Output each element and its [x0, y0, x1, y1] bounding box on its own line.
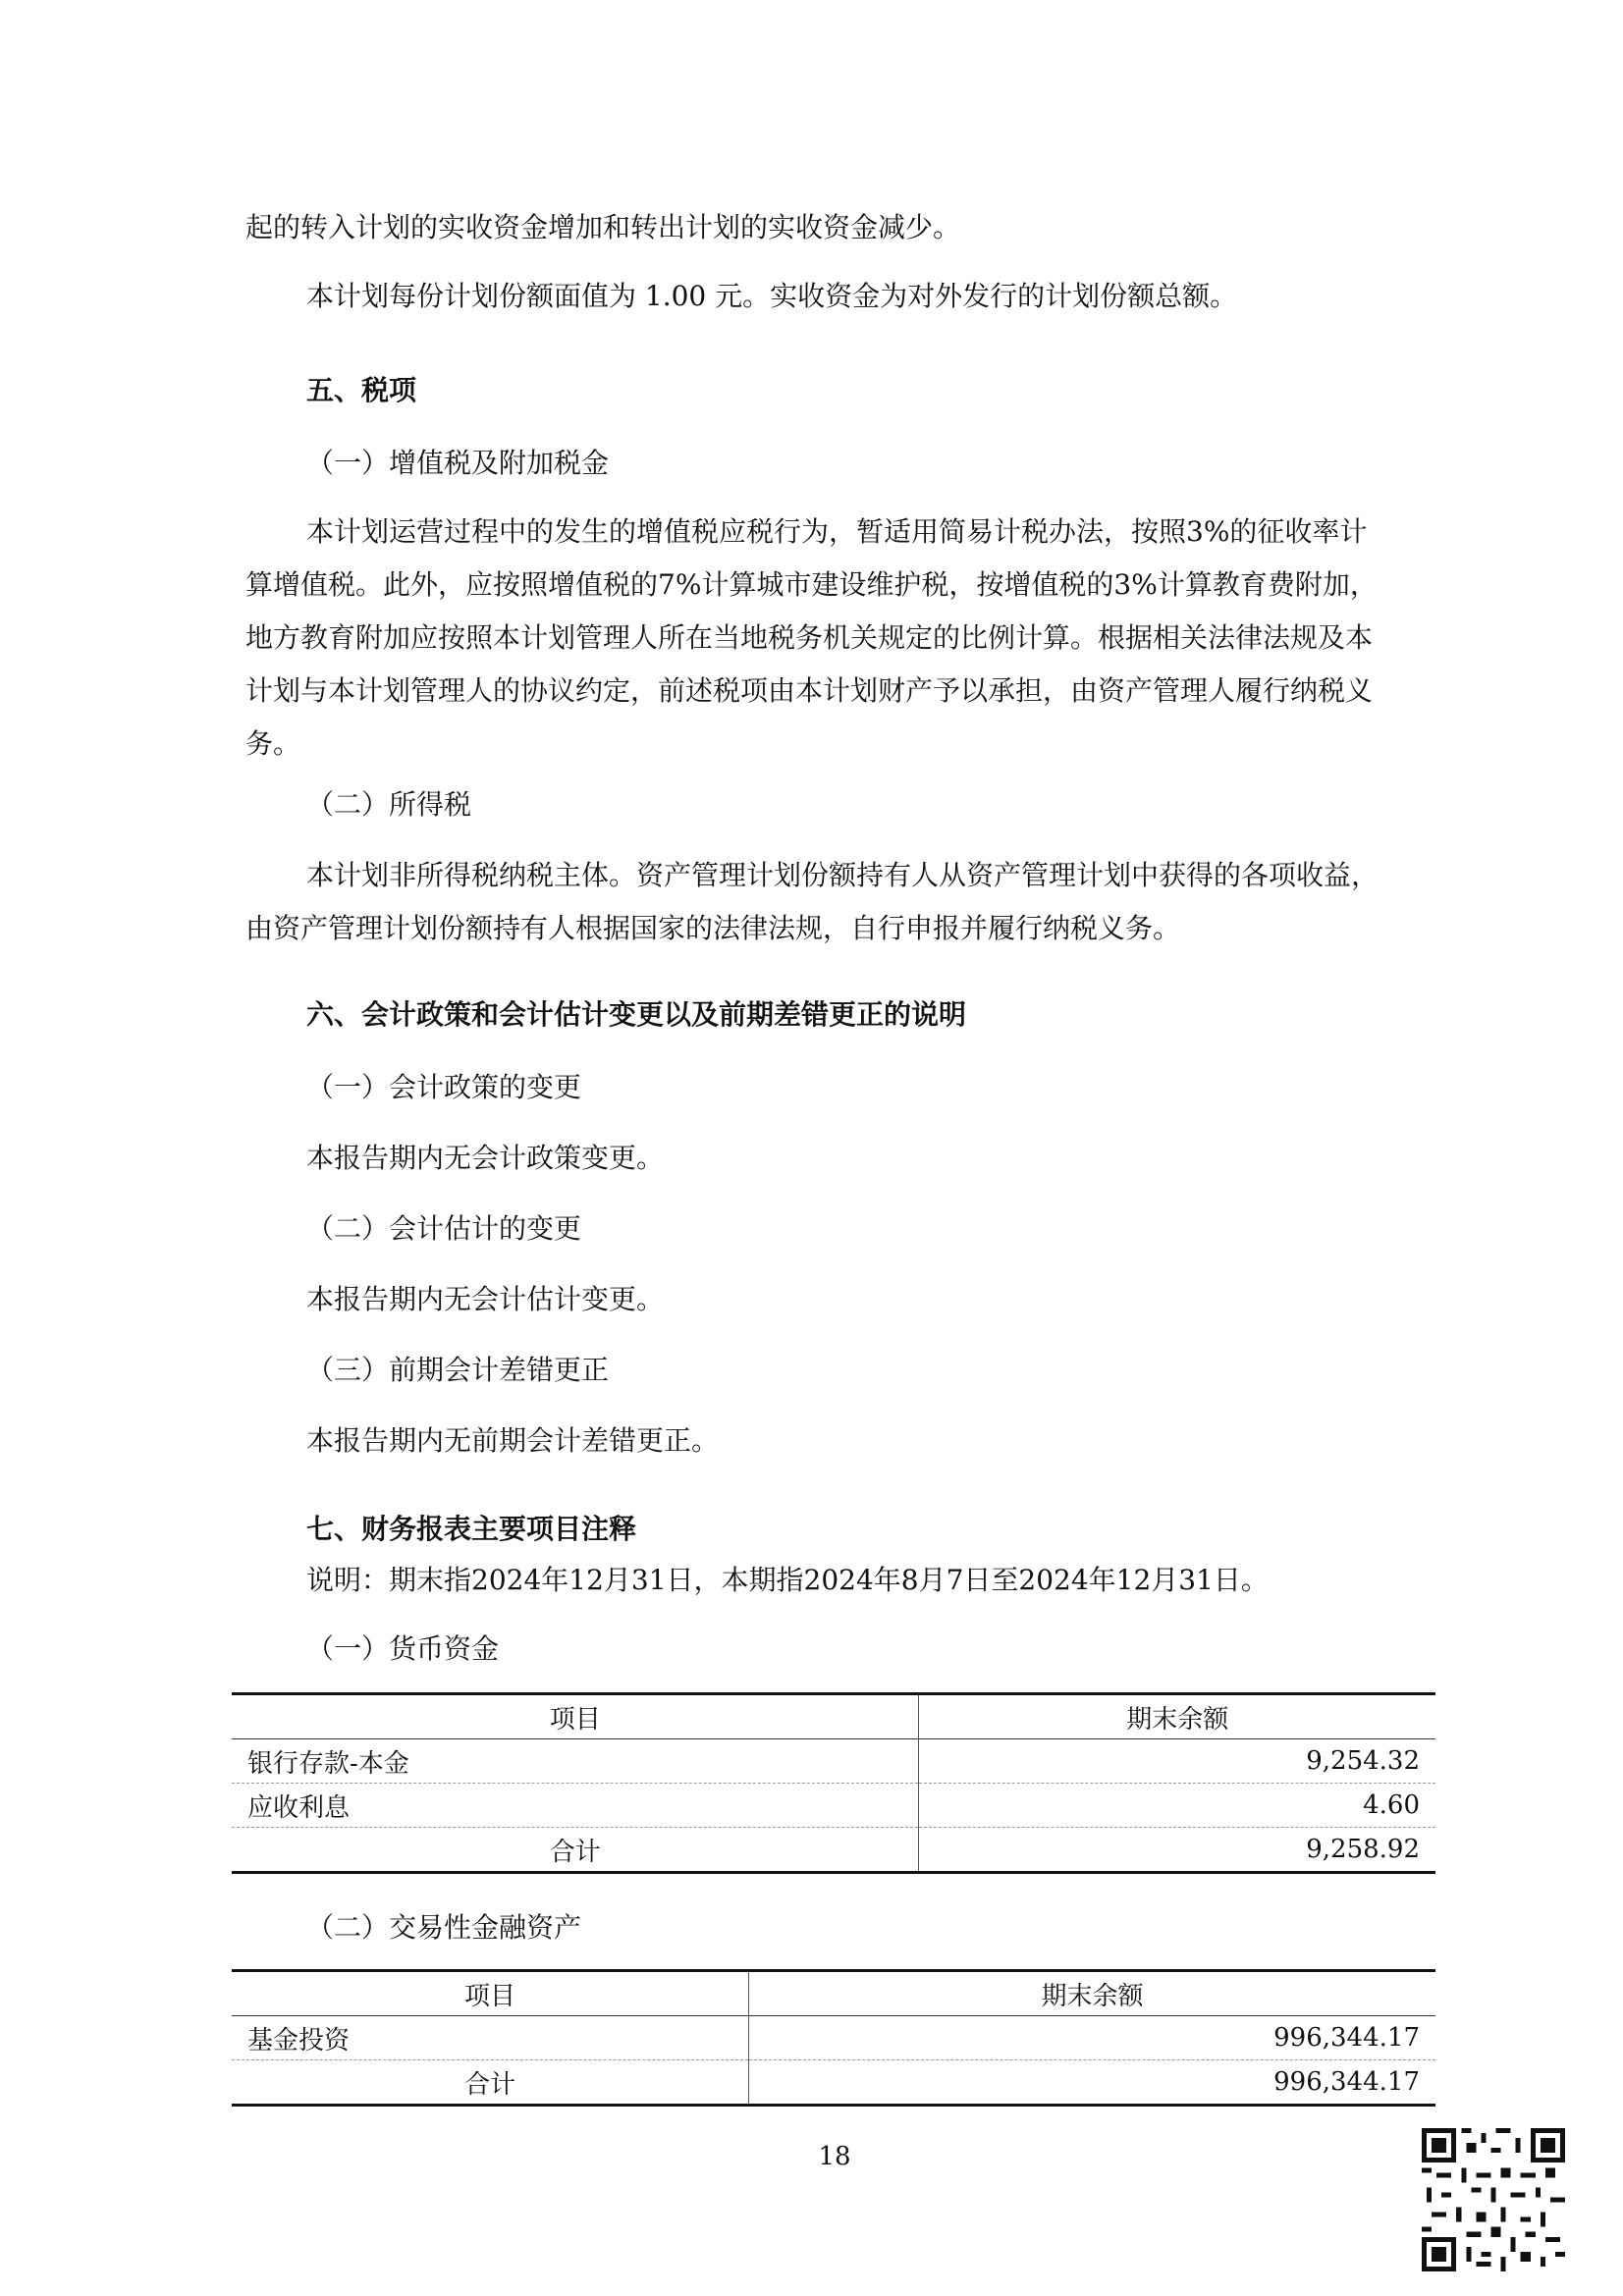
paragraph-text: 本计划每份计划份额面值为 1.00 元。实收资金为对外发行的计划份额总额。 — [306, 280, 1238, 312]
subsection-heading: （二）所得税 — [306, 788, 472, 821]
table-header-row — [232, 1694, 1435, 1739]
subsection-heading: （一）增值税及附加税金 — [306, 447, 610, 479]
total-label: 合计 — [549, 1837, 601, 1867]
table-total-row — [232, 2060, 1435, 2106]
row-item: 银行存款-本金 — [232, 1739, 919, 1784]
row-item: 应收利息 — [232, 1784, 919, 1828]
total-label: 合计 — [463, 2069, 515, 2100]
subsection-heading: （一）货币资金 — [306, 1632, 500, 1665]
table-total-row — [232, 1828, 1435, 1873]
column-header-item: 项目 — [232, 1694, 919, 1739]
paragraph-text: 由资产管理计划份额持有人根据国家的法律法规，自行申报并履行纳税义务。 — [245, 912, 1181, 944]
paragraph-text: 计划与本计划管理人的协议约定，前述税项由本计划财产予以承担，由资产管理人履行纳税义 — [245, 674, 1374, 707]
column-header-item: 项目 — [232, 1971, 748, 2016]
paragraph-text: 本报告期内无会计政策变更。 — [306, 1142, 665, 1174]
qr-code-icon — [1422, 2128, 1565, 2271]
section-heading: 六、会计政策和会计估计变更以及前期差错更正的说明 — [306, 998, 967, 1031]
column-header-amount: 期末余额 — [748, 1971, 1435, 2016]
row-amount: 996,344.17 — [748, 2016, 1435, 2060]
subsection-heading: （二）会计估计的变更 — [306, 1212, 582, 1245]
total-amount: 9,258.92 — [919, 1828, 1435, 1873]
subsection-heading: （一）会计政策的变更 — [306, 1071, 582, 1103]
note-text: 说明：期末指2024年12月31日，本期指2024年8月7日至2024年12月31日。 — [306, 1564, 1269, 1596]
paragraph-continuation: 起的转入计划的实收资金增加和转出计划的实收资金减少。 — [245, 211, 961, 243]
section-heading: 七、财务报表主要项目注释 — [306, 1513, 637, 1545]
column-header-amount: 期末余额 — [919, 1694, 1435, 1739]
paragraph-text: 本计划非所得税纳税主体。资产管理计划份额持有人从资产管理计划中获得的各项收益， — [306, 859, 1380, 891]
paragraph-text: 务。 — [245, 727, 301, 760]
paragraph-text: 本报告期内无前期会计差错更正。 — [306, 1424, 720, 1457]
trading-assets-table — [232, 1969, 1435, 2107]
table-row — [232, 2016, 1435, 2060]
table-header-row — [232, 1971, 1435, 2016]
paragraph-text: 本报告期内无会计估计变更。 — [306, 1283, 665, 1315]
subsection-heading: （三）前期会计差错更正 — [306, 1354, 610, 1386]
row-amount: 4.60 — [919, 1784, 1435, 1828]
row-item: 基金投资 — [232, 2016, 748, 2060]
cash-table — [232, 1692, 1435, 1874]
page-number: 18 — [818, 2142, 851, 2171]
total-amount: 996,344.17 — [748, 2060, 1435, 2106]
section-heading: 五、税项 — [306, 374, 417, 406]
row-amount: 9,254.32 — [919, 1739, 1435, 1784]
paragraph-text: 地方教育附加应按照本计划管理人所在当地税务机关规定的比例计算。根据相关法律法规及本 — [245, 621, 1374, 654]
table-row — [232, 1784, 1435, 1828]
paragraph-text: 算增值税。此外，应按照增值税的7%计算城市建设维护税，按增值税的3%计算教育费附加， — [245, 568, 1378, 601]
table-row — [232, 1739, 1435, 1784]
subsection-heading: （二）交易性金融资产 — [306, 1911, 582, 1944]
paragraph-text: 本计划运营过程中的发生的增值税应税行为，暂适用简易计税办法，按照3%的征收率计 — [306, 515, 1368, 548]
